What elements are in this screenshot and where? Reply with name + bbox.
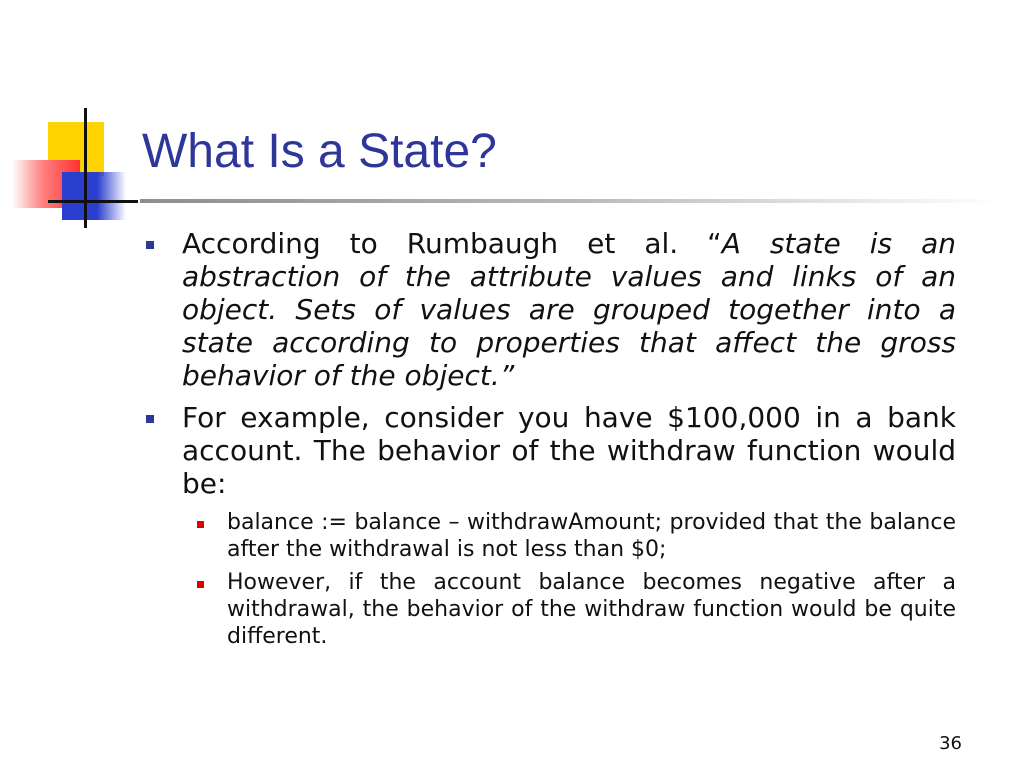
page-number: 36 [939,733,962,754]
sub-bullet-negative-balance [140,569,956,650]
bullet-quote-text: A state is an abstraction of the attribute values and links of an object. Sets of values are grouped together into a state according to properties that affect the gross behavior of the object.” [182,227,957,392]
overlapping-squares-logo [0,100,150,230]
slide-body [140,227,956,656]
sub-bullet-balance-rule [140,509,956,563]
bullet-example [140,401,956,500]
sub-bullet-text: balance := balance – withdrawAmount; provided that the balance after the withdrawal is not less than $0; [227,510,956,562]
bullet-example-text: For example, consider you have $100,000 in a bank account. The behavior of the withdraw function would be: [182,401,956,500]
bullet-rumbaugh-quote [140,227,956,392]
slide-title: What Is a State? [142,125,497,178]
blue-square [62,172,126,220]
sub-bullet-text: However, if the account balance becomes negative after a withdrawal, the behavior of the withdraw function would be quite different. [227,570,956,649]
title-underline [140,199,1000,203]
vertical-line [84,108,87,228]
horizontal-line [48,200,138,203]
bullet-lead-text: According to Rumbaugh et al. “ [182,227,722,260]
